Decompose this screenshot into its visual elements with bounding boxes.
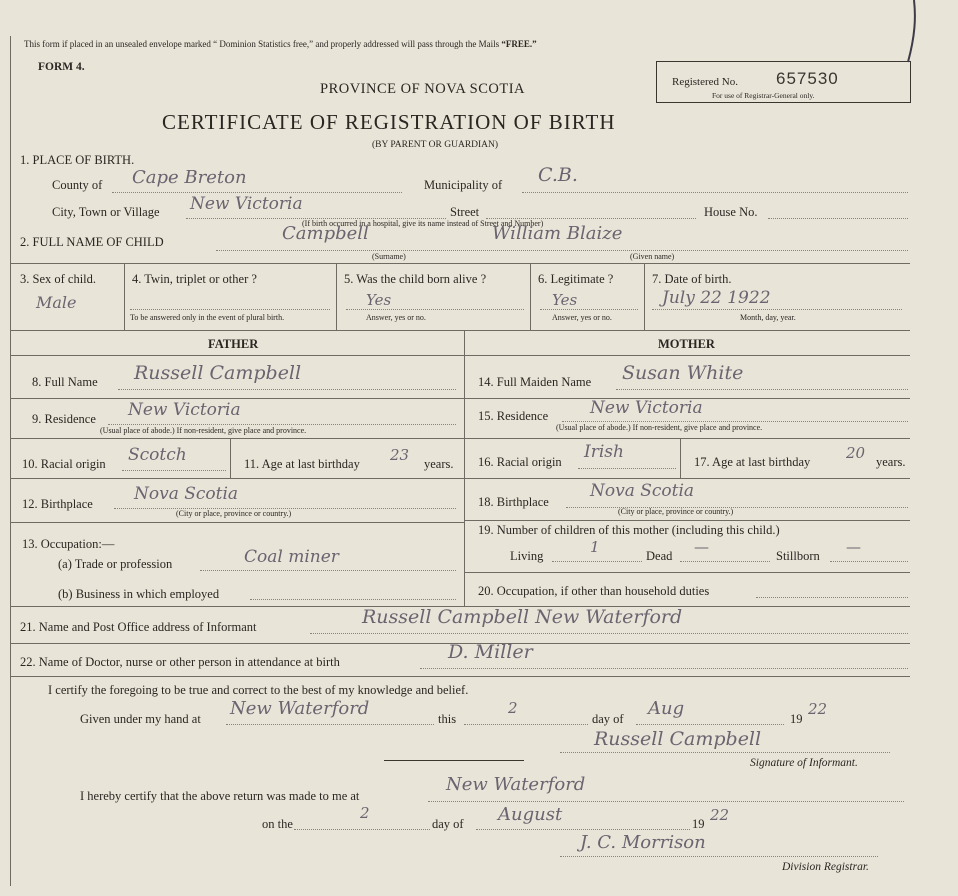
father-name-line — [118, 389, 456, 390]
informant-signature-caption: Signature of Informant. — [750, 757, 858, 769]
place-of-birth-heading: 1. PLACE OF BIRTH. — [20, 153, 135, 167]
mother-residence: New Victoria — [590, 398, 703, 418]
given-place-line — [226, 724, 434, 725]
registrar-day-of-label: day of — [432, 817, 464, 831]
mail-note-free: “FREE.” — [501, 39, 537, 49]
dead-value: — — [694, 538, 709, 556]
father-residence-line — [108, 424, 456, 425]
rule-doctor-bottom — [10, 676, 910, 677]
mail-note-text: This form if placed in an unsealed envelope marked “ Dominion Statistics free,” and properly addressed will pass through the Mails — [24, 39, 500, 49]
stillborn-line — [830, 561, 908, 562]
mother-birthplace: Nova Scotia — [590, 481, 695, 501]
legit-label: 6. Legitimate ? — [538, 272, 614, 286]
father-racial-line — [122, 470, 226, 471]
mother-birthplace-label: 18. Birthplace — [478, 495, 549, 509]
mother-heading: MOTHER — [658, 337, 715, 351]
dob-note: Month, day, year. — [740, 313, 796, 322]
registered-no-label: Registered No. — [672, 76, 738, 88]
registrar-certify-text: I hereby certify that the above return was made to me at — [80, 789, 360, 803]
informant-line — [310, 633, 908, 634]
registrar-day-line — [294, 829, 430, 830]
registrar-day: 2 — [360, 804, 370, 822]
registrar-month: August — [498, 804, 563, 825]
given-month-line — [636, 724, 784, 725]
given-month: Aug — [648, 698, 685, 719]
given-day-of-label: day of — [592, 712, 624, 726]
dead-label: Dead — [646, 549, 673, 563]
rule-mother-4 — [464, 520, 910, 521]
informant-value: Russell Campbell New Waterford — [362, 606, 683, 628]
registrar-on-the-label: on the — [262, 817, 293, 831]
mother-occupation-line — [756, 597, 908, 598]
given-place: New Waterford — [230, 698, 370, 719]
mother-racial: Irish — [584, 442, 624, 462]
rule-mother-age-div — [680, 438, 681, 478]
living-value: 1 — [590, 538, 600, 556]
registrar-month-line — [476, 829, 690, 830]
mother-years: years. — [876, 455, 906, 469]
certificate-title: CERTIFICATE OF REGISTRATION OF BIRTH — [162, 110, 616, 134]
rule-col-2 — [336, 263, 337, 330]
dob-line — [652, 309, 902, 310]
twin-line — [130, 309, 330, 310]
father-heading: FATHER — [208, 337, 259, 351]
hospital-note: (If birth occurred in a hospital, give its name instead of Street and Number) — [302, 219, 544, 228]
mail-note — [24, 40, 537, 49]
rule-row3-top — [10, 263, 910, 264]
given-year-prefix: 19 — [790, 712, 803, 726]
rule-father-1 — [10, 398, 464, 399]
informant-signature-line — [560, 752, 890, 753]
given-year: 22 — [808, 700, 828, 718]
father-business-line — [250, 599, 456, 600]
doctor-label: 22. Name of Doctor, nurse or other person in attendance at birth — [20, 655, 340, 669]
rule-father-age-div — [230, 438, 231, 478]
mother-birthplace-note: (City or place, province or country.) — [618, 507, 734, 516]
house-line — [768, 218, 908, 219]
municipality-value: C.B. — [538, 164, 578, 186]
child-given-name: William Blaize — [492, 223, 623, 244]
twin-note: To be answered only in the event of plural birth. — [130, 313, 285, 322]
mother-age-label: 17. Age at last birthday — [694, 455, 811, 469]
form-number: FORM 4. — [38, 61, 85, 73]
certificate-subtitle: (BY PARENT OR GUARDIAN) — [372, 140, 499, 150]
registered-no-note: For use of Registrar-General only. — [712, 91, 815, 100]
mother-residence-note: (Usual place of abode.) If non-resident, give place and province. — [556, 423, 763, 432]
mother-age: 20 — [846, 444, 866, 462]
child-name-label: 2. FULL NAME OF CHILD — [20, 235, 164, 249]
mother-residence-line — [562, 421, 908, 422]
rule-parents-top — [10, 355, 910, 356]
mother-racial-line — [578, 468, 676, 469]
rule-father-4 — [10, 522, 464, 523]
certify-text: I certify the foregoing to be true and correct to the best of my knowledge and belief. — [48, 683, 469, 697]
street-label: Street — [450, 205, 480, 219]
registrar-signature: J. C. Morrison — [580, 832, 706, 853]
province-heading: PROVINCE OF NOVA SCOTIA — [320, 81, 525, 97]
child-surname: Campbell — [282, 223, 369, 244]
rule-row3-bottom — [10, 330, 910, 331]
father-business-label: (b) Business in which employed — [58, 587, 220, 601]
father-age: 23 — [390, 446, 410, 464]
rule-col-4 — [644, 263, 645, 330]
father-birthplace-label: 12. Birthplace — [22, 497, 93, 511]
rule-mother-2 — [464, 438, 910, 439]
father-racial-label: 10. Racial origin — [22, 457, 106, 471]
registrar-place-line — [428, 801, 904, 802]
county-value: Cape Breton — [132, 167, 247, 188]
sex-value: Male — [36, 293, 77, 312]
mother-children-label: 19. Number of children of this mother (including this child.) — [478, 523, 780, 537]
given-under-label: Given under my hand at — [80, 712, 201, 726]
living-line — [552, 561, 642, 562]
father-birthplace-note: (City or place, province or country.) — [176, 509, 292, 518]
informant-label: 21. Name and Post Office address of Informant — [20, 620, 257, 634]
stillborn-value: — — [846, 538, 861, 556]
rule-separator — [384, 760, 524, 761]
rule-father-2 — [10, 438, 464, 439]
doctor-value: D. Miller — [448, 641, 533, 663]
rule-mother-3 — [464, 478, 910, 479]
registrar-year-prefix: 19 — [692, 817, 705, 831]
registered-no: 657530 — [776, 69, 839, 88]
city-value: New Victoria — [190, 194, 303, 214]
stillborn-label: Stillborn — [776, 549, 820, 563]
house-label: House No. — [704, 205, 758, 219]
twin-label: 4. Twin, triplet or other ? — [132, 272, 257, 286]
father-birthplace: Nova Scotia — [134, 484, 239, 504]
alive-note: Answer, yes or no. — [366, 313, 426, 322]
given-day: 2 — [508, 699, 518, 717]
rule-father-3 — [10, 478, 464, 479]
county-label: County of — [52, 178, 103, 192]
father-occupation-label: 13. Occupation:— — [22, 537, 115, 551]
mother-racial-label: 16. Racial origin — [478, 455, 562, 469]
this-label: this — [438, 712, 457, 726]
doctor-line — [420, 668, 908, 669]
father-racial: Scotch — [128, 445, 187, 465]
dob-value: July 22 1922 — [662, 288, 771, 308]
father-residence: New Victoria — [128, 400, 241, 420]
father-trade-line — [200, 570, 456, 571]
rule-center — [464, 331, 465, 606]
dead-line — [680, 561, 770, 562]
alive-line — [346, 309, 524, 310]
mother-residence-label: 15. Residence — [478, 409, 549, 423]
father-name: Russell Campbell — [134, 362, 302, 384]
left-border — [10, 36, 11, 886]
child-name-line — [216, 250, 908, 251]
mother-occupation-label: 20. Occupation, if other than household duties — [478, 584, 710, 598]
ink-stroke — [890, 0, 930, 80]
registrar-year: 22 — [710, 806, 730, 824]
rule-mother-5 — [464, 572, 910, 573]
father-trade: Coal miner — [244, 547, 339, 567]
given-caption: (Given name) — [630, 252, 675, 261]
legit-line — [540, 309, 638, 310]
registrar-place: New Waterford — [446, 774, 586, 795]
father-residence-label: 9. Residence — [32, 412, 96, 426]
county-line — [112, 192, 402, 193]
given-day-line — [464, 724, 588, 725]
alive-label: 5. Was the child born alive ? — [344, 272, 487, 286]
mother-name-line — [616, 389, 908, 390]
alive-value: Yes — [366, 291, 392, 309]
rule-col-1 — [124, 263, 125, 330]
municipality-label: Municipality of — [424, 178, 503, 192]
dob-label: 7. Date of birth. — [652, 272, 732, 286]
father-name-label: 8. Full Name — [32, 375, 98, 389]
surname-caption: (Surname) — [372, 252, 406, 261]
legit-value: Yes — [552, 291, 578, 309]
legit-note: Answer, yes or no. — [552, 313, 612, 322]
rule-col-3 — [530, 263, 531, 330]
mother-name: Susan White — [622, 362, 744, 384]
registrar-signature-line — [560, 856, 878, 857]
father-years: years. — [424, 457, 454, 471]
living-label: Living — [510, 549, 544, 563]
city-label: City, Town or Village — [52, 205, 160, 219]
father-age-label: 11. Age at last birthday — [244, 457, 360, 471]
municipality-line — [522, 192, 908, 193]
registrar-caption: Division Registrar. — [782, 861, 869, 873]
father-residence-note: (Usual place of abode.) If non-resident, give place and province. — [100, 426, 307, 435]
father-trade-label: (a) Trade or profession — [58, 557, 173, 571]
informant-signature: Russell Campbell — [594, 728, 762, 750]
sex-label: 3. Sex of child. — [20, 272, 97, 286]
mother-name-label: 14. Full Maiden Name — [478, 375, 592, 389]
